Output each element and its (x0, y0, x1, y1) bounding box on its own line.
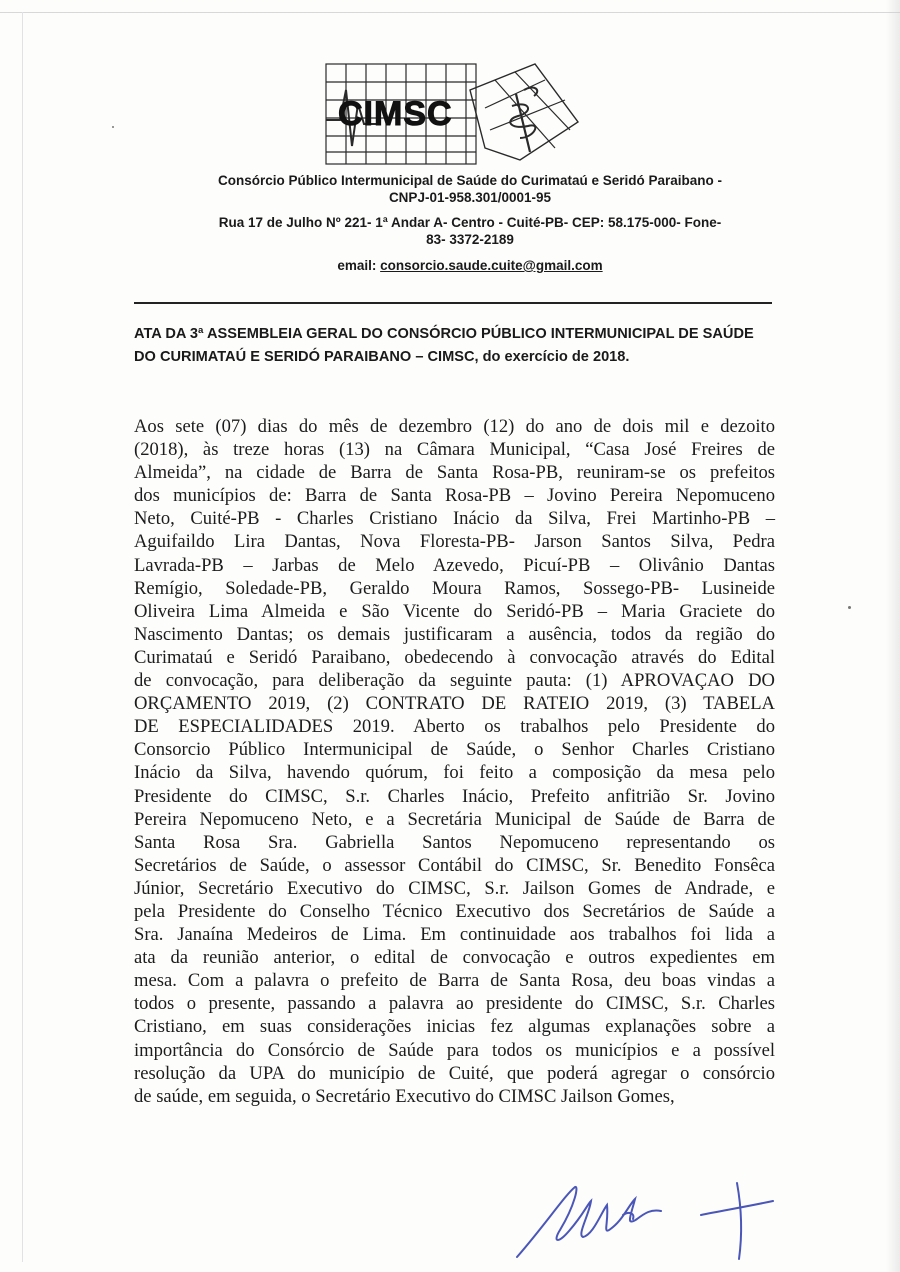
body-line: pela Presidente do Conselho Técnico Executivo dos Secretários de Saúde a (134, 900, 775, 922)
body-line: Presidente do CIMSC, S.r. Charles Inácio, Prefeito anfitrião Sr. Jovino (134, 785, 775, 807)
scan-edge-shadow (886, 0, 900, 1272)
body-line: Júnior, Secretário Executivo do CIMSC, S.r. Jailson Gomes de Andrade, e (134, 877, 775, 899)
body-line: Aos sete (07) dias do mês de dezembro (12) do ano de dois mil e dezoito (134, 416, 775, 437)
body-line: resolução da UPA do município de Cuité, que poderá agregar o consórcio (134, 1062, 775, 1084)
body-line: Lavrada-PB – Jarbas de Melo Azevedo, Picuí-PB – Olivânio Dantas (134, 554, 775, 576)
address-line1: Rua 17 de Julho Nº 221- 1ª Andar A- Centro - Cuité-PB- CEP: 58.175-000- Fone- (218, 215, 722, 230)
body-line: Curimataú e Seridó Paraibano, obedecendo à convocação através do Edital (134, 646, 775, 668)
body-line: ORÇAMENTO 2019, (2) CONTRATO DE RATEIO 2019, (3) TABELA (134, 693, 775, 715)
body-line: Almeida”, na cidade de Barra de Santa Rosa-PB, reuniram-se os prefeitos (134, 462, 775, 484)
body-line: Pereira Nepomuceno Neto, e a Secretária Municipal de Saúde de Barra de (134, 808, 775, 830)
body-line: de saúde, em seguida, o Secretário Executivo do CIMSC Jailson Gomes, (134, 1085, 675, 1107)
body-line: todos o presente, passando a palavra ao presidente do CIMSC, S.r. Charles (134, 993, 775, 1015)
email-label: email: (337, 258, 381, 273)
body-line: Inácio da Silva, havendo quórum, foi feito a composição da mesa pelo (134, 762, 775, 784)
body-line: Cristiano, em suas considerações inicias fez algumas explanações sobre a (134, 1016, 775, 1038)
email-line (150, 257, 790, 274)
body-line: importância do Consórcio de Saúde para todos os municípios e a possível (134, 1039, 775, 1061)
logo-wordmark: CIMSC (338, 95, 453, 133)
body-line: Neto, Cuité-PB - Charles Cristiano Inácio da Silva, Frei Martinho-PB – (134, 508, 775, 530)
body-line: Nascimento Dantas; os demais justificaram a ausência, todos da região do (134, 623, 775, 645)
body-line: Secretários de Saúde, o assessor Contábil do CIMSC, Sr. Benedito Fonsêca (134, 854, 775, 876)
header-divider (134, 302, 772, 304)
body-line: Santa Rosa Sra. Gabriella Santos Nepomuceno representando os (134, 831, 775, 853)
body-line: mesa. Com a palavra o prefeito de Barra de Santa Rosa, deu boas vindas a (134, 970, 775, 992)
body-line: (2018), às treze horas (13) na Câmara Municipal, “Casa José Freires de (134, 439, 775, 461)
org-name-line1: Consórcio Público Intermunicipal de Saúde do Curimataú e Seridó Paraibano - (217, 173, 723, 188)
minutes-body (134, 415, 775, 1108)
email-link[interactable]: consorcio.saude.cuite@gmail.com (380, 258, 603, 273)
body-line: Remígio, Soledade-PB, Geraldo Moura Ramos, Sossego-PB- Lusineide (134, 577, 775, 599)
body-line: ata da reunião anterior, o edital de convocação e outros expedientes em (134, 947, 775, 969)
body-line: Oliveira Lima Almeida e São Vicente do Seridó-PB – Maria Graciete do (134, 600, 775, 622)
body-line: de convocação, para deliberação da seguinte pauta: (1) APROVAÇAO DO (134, 670, 775, 692)
scan-edge-top (0, 12, 900, 13)
body-line: Aguifaildo Lira Dantas, Nova Floresta-PB- Jarson Santos Silva, Pedra (134, 531, 775, 553)
body-line: DE ESPECIALIDADES 2019. Aberto os trabalhos pelo Presidente do (134, 716, 775, 738)
body-line: dos municípios de: Barra de Santa Rosa-PB – Jovino Pereira Nepomuceno (134, 485, 775, 507)
handwritten-signatures (505, 1175, 795, 1265)
scan-speck (112, 126, 114, 128)
title-line: DO CURIMATAÚ E SERIDÓ PARAIBANO – CIMSC, do exercício de 2018. (134, 349, 630, 365)
document-title (134, 323, 794, 369)
title-line: ATA DA 3ª ASSEMBLEIA GERAL DO CONSÓRCIO PÚBLICO INTERMUNICIPAL DE SAÚDE (134, 326, 754, 342)
scan-speck (848, 606, 851, 609)
body-line: Consorcio Público Intermunicipal de Saúde, o Senhor Charles Cristiano (134, 739, 775, 761)
body-line: Sra. Janaína Medeiros de Lima. Em continuidade aos trabalhos foi lida a (134, 924, 775, 946)
org-cnpj-line: CNPJ-01-958.301/0001-95 (388, 190, 552, 205)
address-line2: 83- 3372-2189 (426, 232, 514, 247)
scan-edge-left (22, 12, 23, 1262)
